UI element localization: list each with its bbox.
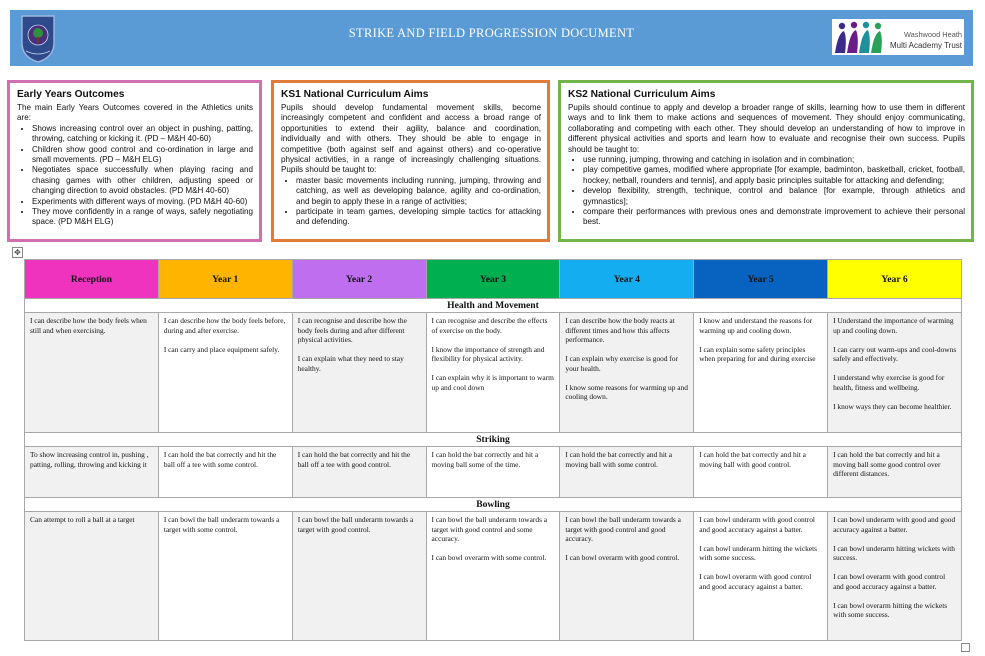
cell-content bbox=[560, 512, 693, 640]
statement-text: I can recognise and describe the effects of exercise on the body. bbox=[431, 316, 548, 335]
section-header-row bbox=[25, 498, 962, 512]
year-header-year-5: Year 5 bbox=[694, 260, 828, 299]
list-item: • use running, jumping, throwing and catching in isolation and in combination; bbox=[583, 155, 965, 165]
cell-content bbox=[293, 447, 426, 497]
table-cell bbox=[560, 313, 694, 433]
early-years-outcomes-box bbox=[7, 80, 262, 242]
ks2-intro: Pupils should continue to apply and develop a broader range of skills, learning how to use them in different ways and to link them to make actions and sequences of movement. They should enjoy communicating, collaborating and competing with each other. They should develop an understanding of how to improve in different physical activities and sports and learn how to evaluate and recognise their own success. Pupils should be taught to: bbox=[568, 103, 965, 154]
cell-content bbox=[560, 313, 693, 432]
statement-text: I can bowl overarm with good control. bbox=[565, 553, 680, 562]
statement-text: I can bowl overarm with some control. bbox=[431, 553, 547, 562]
statement-text: I can explain why exercise is good for your health. bbox=[565, 354, 679, 373]
year-header-year-4: Year 4 bbox=[560, 260, 694, 299]
cell-content bbox=[694, 512, 827, 640]
list-item: • Negotiates space successfully when playing racing and chasing games with other children, adjusting speed or changing direction to avoid obstacles. (PD M&H 40-60) bbox=[32, 165, 253, 196]
table-cell bbox=[426, 512, 560, 641]
statement-text: I can bowl overarm with good control and good accuracy against a batter. bbox=[833, 572, 946, 591]
statement-text: I can hold the bat correctly and hit the ball off a tee with some control. bbox=[163, 450, 277, 469]
statement-text: I can describe how the body feels before, during and after exercise. bbox=[163, 316, 286, 335]
document-title: STRIKE AND FIELD PROGRESSION DOCUMENT bbox=[348, 26, 635, 40]
statement-text: I can bowl the ball underarm towards a target with good control and some accuracy. bbox=[431, 515, 548, 543]
ks1-aims-box bbox=[271, 80, 550, 242]
table-cell bbox=[828, 447, 962, 498]
cell-content bbox=[427, 512, 560, 640]
list-item: • Shows increasing control over an object in pushing, patting, throwing, catching or kicking it. (PD – M&H 40-60) bbox=[32, 124, 253, 145]
table-cell bbox=[25, 313, 159, 433]
statement-text: To show increasing control in, pushing , patting, rolling, throwing and kicking it bbox=[30, 450, 149, 469]
year-header-reception: Reception bbox=[25, 260, 159, 299]
year-header-year-2: Year 2 bbox=[292, 260, 426, 299]
statement-text: I know the importance of strength and flexibility for physical activity. bbox=[431, 344, 545, 363]
table-move-handle-icon[interactable]: ✥ bbox=[12, 247, 23, 258]
year-header-year-3: Year 3 bbox=[426, 260, 560, 299]
statement-text: I can hold the bat correctly and hit a moving ball some of the time. bbox=[431, 450, 539, 469]
table-cell bbox=[828, 313, 962, 433]
section-title: Health and Movement bbox=[25, 299, 962, 313]
cell-content bbox=[694, 447, 827, 497]
cell-content bbox=[159, 512, 292, 640]
table-cell bbox=[426, 313, 560, 433]
year-header-year-6: Year 6 bbox=[828, 260, 962, 299]
statement-text: I can hold the bat correctly and hit a moving ball with some control. bbox=[565, 450, 673, 469]
statement-text: I can bowl overarm hitting the wickets with some success. bbox=[833, 600, 948, 619]
table-cell bbox=[828, 512, 962, 641]
list-item: • master basic movements including running, jumping, throwing and catching, as well as developing balance, agility and co-ordination, and begin to apply these in a range of activities; bbox=[296, 176, 541, 207]
section-header-row bbox=[25, 299, 962, 313]
list-item: • Children show good control and co-ordination in large and small movements. (PD – M&H ELG) bbox=[32, 145, 253, 166]
table-cell bbox=[158, 447, 292, 498]
trust-name-line1: Washwood Heath bbox=[903, 30, 962, 39]
section-title: Striking bbox=[25, 433, 962, 447]
table-cell bbox=[25, 447, 159, 498]
table-cell bbox=[158, 313, 292, 433]
statement-text: I can bowl underarm with good and good accuracy against a batter. bbox=[833, 515, 956, 534]
ks2-title: KS2 National Curriculum Aims bbox=[568, 89, 716, 100]
table-cell bbox=[694, 313, 828, 433]
cell-content bbox=[427, 313, 560, 432]
table-cell bbox=[694, 512, 828, 641]
cell-content bbox=[159, 447, 292, 497]
table-row bbox=[25, 447, 962, 498]
statement-text: I can hold the bat correctly and hit the ball off a tee with good control. bbox=[297, 450, 411, 469]
trust-logo bbox=[832, 19, 964, 55]
cell-content bbox=[560, 447, 693, 497]
statement-text: I can bowl overarm with good control and good accuracy against a batter. bbox=[699, 572, 812, 591]
table-row bbox=[25, 313, 962, 433]
section-header-row bbox=[25, 433, 962, 447]
table-cell bbox=[158, 512, 292, 641]
statement-text: I can explain some safety principles when preparing for and during exercise bbox=[699, 344, 816, 363]
list-item: • compare their performances with previous ones and demonstrate improvement to achieve their personal best. bbox=[583, 207, 965, 228]
list-item: • develop flexibility, strength, technique, control and balance [for example, through athletics and gymnastics]; bbox=[583, 186, 965, 207]
year-header-year-1: Year 1 bbox=[158, 260, 292, 299]
list-item: • play competitive games, modified where appropriate [for example, badminton, basketball, cricket, football, hockey, netball, rounders and tennis], and apply basic principles suitable for attacking and defending; bbox=[583, 165, 965, 186]
section-title: Bowling bbox=[25, 498, 962, 512]
statement-text: I can recognise and describe how the body feels during and after different physical activities. bbox=[297, 316, 407, 344]
ks1-intro: Pupils should develop fundamental movement skills, become increasingly competent and confident and access a broad range of opportunities to extend their agility, balance and coordination, individually and with others. They should be able to engage in competitive (both against self and against others) and co-operative physical activities, in a range of increasingly challenging situations. Pupils should be taught to: bbox=[281, 103, 541, 175]
cell-content bbox=[427, 447, 560, 497]
early-years-list bbox=[17, 124, 253, 228]
statement-text: I can explain why it is important to warm up and cool down bbox=[431, 373, 554, 392]
table-cell bbox=[25, 512, 159, 641]
table-cell bbox=[694, 447, 828, 498]
statement-text: I can bowl the ball underarm towards a target with good control and good accuracy. bbox=[565, 515, 681, 543]
table-row bbox=[25, 512, 962, 641]
ks1-list bbox=[281, 176, 541, 228]
cell-content bbox=[159, 313, 292, 432]
statement-text: I can carry out warm-ups and cool-downs safely and effectively. bbox=[833, 344, 957, 363]
statement-text: I know some reasons for warming up and cooling down. bbox=[565, 382, 688, 401]
statement-text: I understand why exercise is good for health, fitness and wellbeing. bbox=[833, 373, 945, 392]
statement-text: I can carry and place equipment safely. bbox=[163, 344, 280, 354]
table-resize-handle-icon[interactable] bbox=[961, 643, 970, 652]
ks1-title: KS1 National Curriculum Aims bbox=[281, 89, 429, 100]
ks2-aims-box bbox=[558, 80, 974, 242]
cell-content bbox=[828, 313, 961, 432]
table-cell bbox=[292, 313, 426, 433]
cell-content bbox=[828, 447, 961, 497]
early-years-title: Early Years Outcomes bbox=[17, 89, 125, 100]
statement-text: I can bowl underarm hitting wickets with success. bbox=[833, 543, 955, 562]
list-item: • participate in team games, developing simple tactics for attacking and defending. bbox=[296, 207, 541, 228]
cell-content bbox=[828, 512, 961, 640]
year-header-row bbox=[25, 260, 962, 299]
statement-text: I Understand the importance of warming up and cooling down. bbox=[833, 316, 954, 335]
table-cell bbox=[292, 447, 426, 498]
table-cell bbox=[426, 447, 560, 498]
statement-text: I can bowl the ball underarm towards a target with good control. bbox=[297, 515, 414, 534]
statement-text: I can bowl underarm hitting the wickets with some success. bbox=[699, 543, 818, 562]
statement-text: Can attempt to roll a ball at a target bbox=[30, 515, 135, 524]
statement-text: I can hold the bat correctly and hit a moving ball some good control over different distances. bbox=[833, 450, 941, 478]
cell-content bbox=[293, 512, 426, 640]
statement-text: I can bowl underarm with good control and good accuracy against a batter. bbox=[699, 515, 815, 534]
ks2-list bbox=[568, 155, 965, 228]
progression-table bbox=[24, 259, 962, 641]
statement-text: I can describe how the body reacts at different times and how this affects performance. bbox=[565, 316, 675, 344]
trust-name-line2: Multi Academy Trust bbox=[889, 41, 962, 50]
statement-text: I know and understand the reasons for warming up and cooling down. bbox=[699, 316, 813, 335]
statement-text: I can hold the bat correctly and hit a moving ball with good control. bbox=[699, 450, 806, 469]
cell-content bbox=[25, 447, 158, 497]
cell-content bbox=[25, 512, 158, 640]
statement-text: I can explain what they need to stay healthy. bbox=[297, 354, 404, 373]
cell-content bbox=[293, 313, 426, 432]
statement-text: I know ways they can become healthier. bbox=[833, 401, 952, 411]
table-cell bbox=[560, 512, 694, 641]
header-banner bbox=[10, 10, 973, 66]
early-years-intro: The main Early Years Outcomes covered in the Athletics units are: bbox=[17, 103, 253, 123]
list-item: • They move confidently in a range of ways, safely negotiating space. (PD M&H ELG) bbox=[32, 207, 253, 228]
cell-content bbox=[694, 313, 827, 432]
table-cell bbox=[560, 447, 694, 498]
cell-content bbox=[25, 313, 158, 432]
list-item: • Experiments with different ways of moving. (PD M&H 40-60) bbox=[32, 197, 253, 207]
statement-text: I can bowl the ball underarm towards a target with some control. bbox=[163, 515, 280, 534]
statement-text: I can describe how the body feels when still and when exercising. bbox=[30, 316, 147, 335]
table-cell bbox=[292, 512, 426, 641]
